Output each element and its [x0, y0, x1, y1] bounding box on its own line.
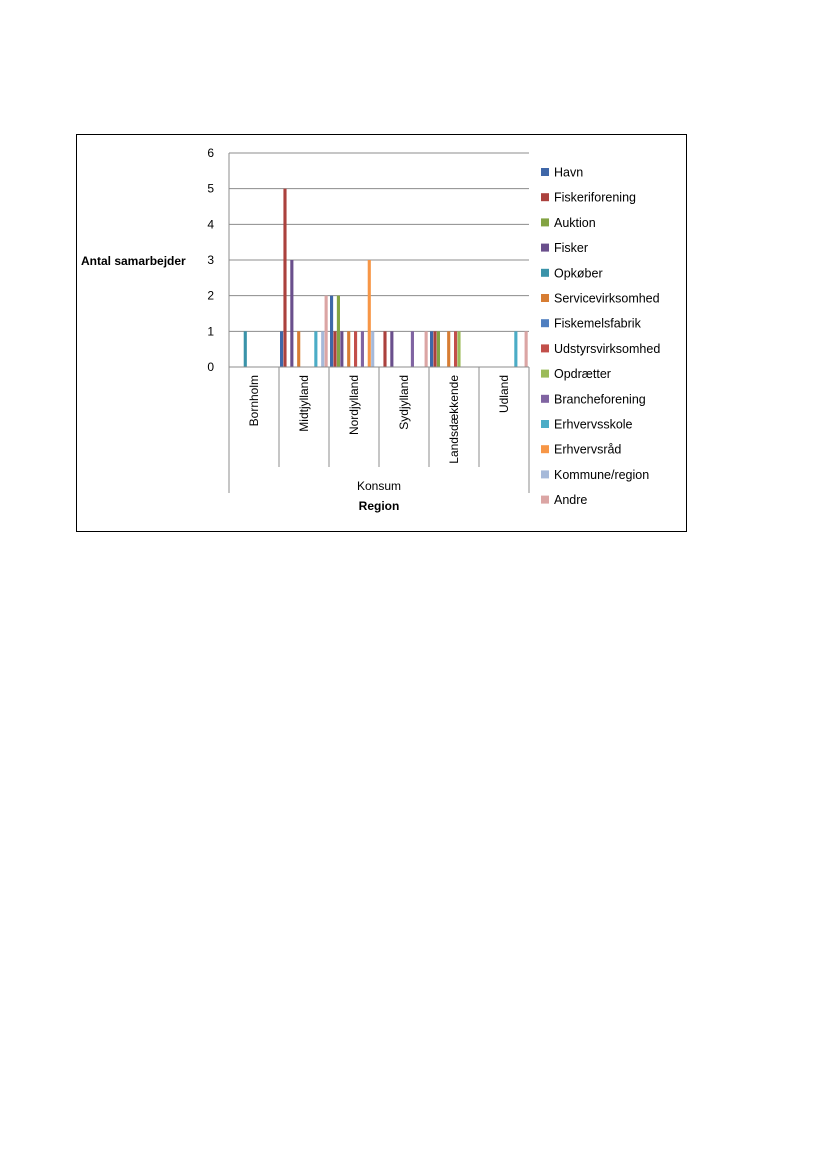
bar-kommune-region — [321, 331, 324, 367]
bar-udstyrsvirksomhed — [354, 331, 357, 367]
legend-swatch — [541, 218, 549, 226]
category-label: Bornholm — [247, 375, 261, 427]
y-tick-labels — [207, 146, 214, 374]
legend-label: Erhvervsskole — [554, 417, 633, 432]
y-tick-label: 6 — [207, 146, 214, 160]
bar-servicevirksomhed — [297, 331, 300, 367]
bar-opk-ber — [244, 331, 247, 367]
legend — [541, 166, 660, 508]
x-axis-title: Region — [358, 499, 400, 513]
legend-label: Brancheforening — [554, 392, 646, 407]
bar-chart — [77, 135, 686, 531]
bar-servicevirksomhed — [447, 331, 450, 367]
y-tick-label: 3 — [207, 253, 214, 267]
legend-swatch — [541, 244, 549, 252]
legend-swatch — [541, 395, 549, 403]
bar-udstyrsvirksomhed — [454, 331, 457, 367]
y-axis-title: Antal samarbejder — [81, 254, 186, 268]
bar-andre — [325, 296, 328, 367]
category-label: Udland — [497, 375, 511, 414]
legend-swatch — [541, 445, 549, 453]
legend-swatch — [541, 496, 549, 504]
legend-label: Auktion — [554, 215, 596, 230]
bar-havn — [330, 296, 333, 367]
bar-auktion — [437, 331, 440, 367]
legend-label: Andre — [554, 493, 588, 508]
gridlines — [229, 153, 529, 331]
bar-fiskeriforening — [433, 331, 436, 367]
bar-kommune-region — [371, 331, 374, 367]
y-tick-label: 0 — [207, 360, 214, 374]
legend-label: Kommune/region — [554, 467, 650, 482]
category-label: Nordjylland — [347, 375, 361, 436]
legend-label: Fisker — [554, 241, 589, 256]
legend-label: Udstyrsvirksomhed — [554, 341, 661, 356]
bar-andre — [525, 331, 528, 367]
bar-havn — [430, 331, 433, 367]
legend-swatch — [541, 344, 549, 352]
bar-erhvervsr-d — [368, 260, 371, 367]
legend-swatch — [541, 193, 549, 201]
bar-andre — [425, 331, 428, 367]
y-tick-label: 5 — [207, 181, 214, 196]
legend-label: Havn — [554, 165, 584, 180]
bar-auktion — [337, 296, 340, 367]
bar-brancheforening — [361, 331, 364, 367]
bar-fiskeriforening — [333, 331, 336, 367]
legend-swatch — [541, 294, 549, 302]
category-label: Landsdækkende — [447, 375, 461, 464]
y-tick-label: 1 — [207, 324, 214, 339]
legend-label: Erhvervsråd — [554, 442, 622, 457]
legend-label: Fiskeriforening — [554, 190, 636, 205]
bar-fisker — [340, 331, 343, 367]
bar-havn — [280, 331, 283, 367]
legend-swatch — [541, 269, 549, 277]
legend-label: Fiskemelsfabrik — [554, 316, 641, 331]
category-label: Midtjylland — [297, 375, 311, 432]
y-tick-label: 4 — [207, 217, 214, 232]
axes — [229, 153, 529, 493]
legend-swatch — [541, 470, 549, 478]
bar-opdr-tter — [457, 331, 460, 367]
category-label: Sydjylland — [397, 375, 411, 430]
legend-swatch — [541, 168, 549, 176]
legend-label: Opkøber — [554, 266, 603, 281]
bar-erhvervsskole — [514, 331, 517, 367]
bar-brancheforening — [411, 331, 414, 367]
x-group-label: Konsum — [356, 479, 402, 493]
y-tick-label: 2 — [207, 288, 214, 303]
legend-label: Opdrætter — [554, 367, 611, 382]
bar-servicevirksomhed — [347, 331, 350, 367]
legend-swatch — [541, 319, 549, 327]
legend-label: Servicevirksomhed — [554, 291, 660, 306]
legend-swatch — [541, 420, 549, 428]
bar-fiskeriforening — [383, 331, 386, 367]
bars — [244, 189, 528, 367]
bar-erhvervsskole — [314, 331, 317, 367]
bar-fiskeriforening — [283, 189, 286, 367]
bar-fisker — [290, 260, 293, 367]
chart-frame — [76, 134, 687, 532]
bar-fisker — [390, 331, 393, 367]
legend-swatch — [541, 370, 549, 378]
